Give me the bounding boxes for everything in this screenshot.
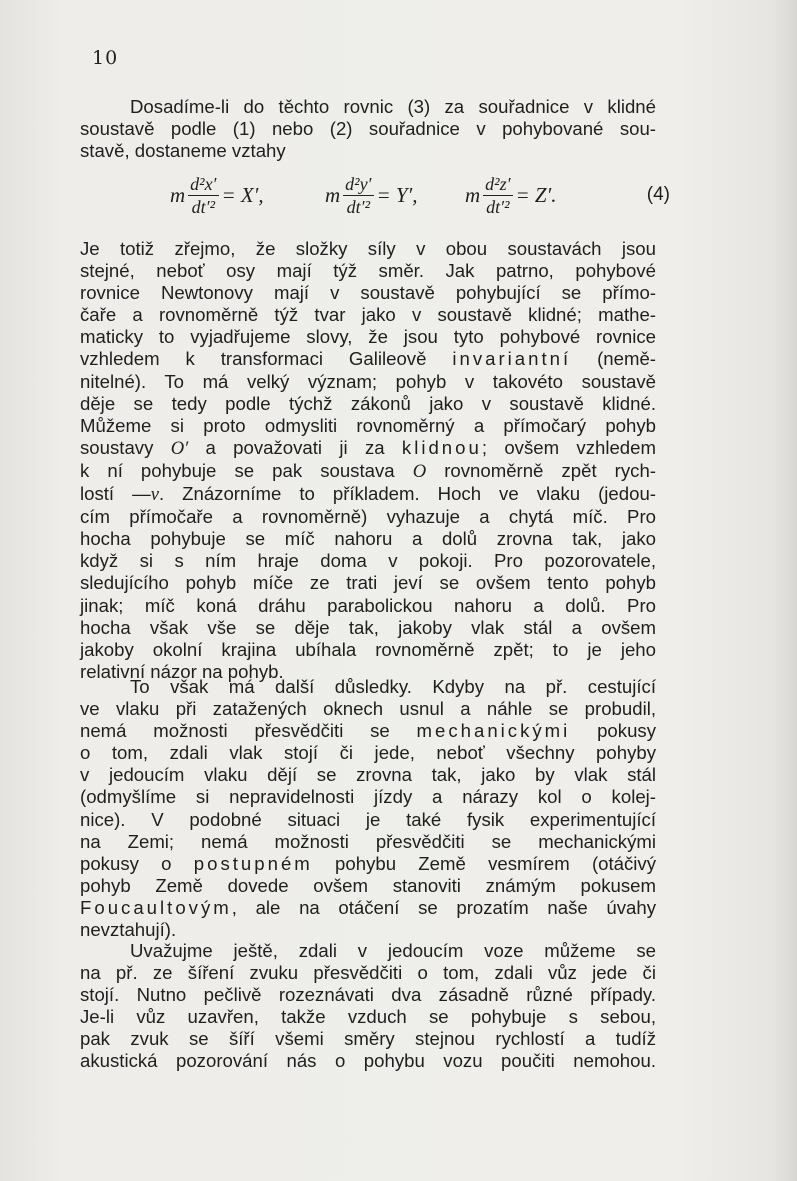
text-line: pak zvuk se šíří všemi směry stejnou rychlostí a tudíž [80,1028,656,1050]
equation-rhs: = Y′, [376,182,418,207]
text-line: jakoby okolní krajina ubíhala rovnoměrně zpět; to je jeho [80,638,656,660]
page-number: 10 [92,47,119,69]
text-line: maticky to vyjadřujeme slovy, že jsou tyto pohybové rovnice [80,326,656,348]
text-line: Je totiž zřejmo, že složky síly v obou soustavách jsou [80,238,656,259]
text-line: když si s ním hraje doma v pokoji. Pro pozorovatele, [80,550,656,572]
text-line: soustavy O′ a považovati ji za klidnou; ovšem vzhledem [80,436,656,459]
text-line: Foucaultovým, ale na otáčení se prozatím naše úvahy [80,896,656,918]
text-line: Uvažujme ještě, zdali v jedoucím voze můžeme se [130,940,656,961]
text-line: hocha pohybuje se míč nahoru a dolů zrovna tak, jako [80,528,656,550]
mass-symbol: m [325,182,341,207]
text-line: k ní pohybuje se pak soustava O rovnoměrně zpět rych- [80,459,656,482]
equation-rhs: = Z′. [515,182,557,207]
text-line: stavě, dostaneme vztahy [80,140,286,162]
text-line: vzhledem k transformaci Galileově invariantní (nemě- [80,348,656,370]
text-line: nice). V podobné situaci je také fysik experimentující [80,808,656,830]
text-line: stejné, neboť osy mají týž směr. Jak patrno, pohybové [80,260,656,282]
text-line: ve vlaku při zatažených oknech usnul a náhle se probudil, [80,698,656,720]
text-line: lostí —v. Znázorníme to příkladem. Hoch ve vlaku (jedou- [80,483,656,506]
text-line: To však má další důsledky. Kdyby na př. cestující [130,676,656,697]
text-line: nevztahují). [80,919,177,941]
equation-label: (4) [646,184,670,205]
fraction [483,173,512,218]
equation-rhs: = X′, [221,182,264,207]
math-symbol: O [412,460,427,482]
text-line: na Zemi; nemá možnosti přesvědčiti se mechanickými [80,830,656,852]
paragraph-2 [80,676,656,941]
fraction-denominator: dt′² [486,196,510,217]
fraction-numerator: d²z′ [485,173,511,194]
fraction [343,173,373,218]
text-line: akustická pozorování nás o pohybu vozu poučiti nemohou. [80,1050,656,1072]
text-line: sledujícího pohyb míče ze trati jeví se ovšem tento pohyb [80,572,656,594]
spaced-emphasis: postupném [193,852,313,874]
text-line: cím přímočaře a rovnoměrně) vyhazuje a chytá míč. Pro [80,506,656,528]
spaced-emphasis: mechanickými [416,720,571,742]
text-line: Dosadíme-li do těchto rovnic (3) za souřadnice v klidné [130,96,656,117]
text-line: čaře a rovnoměrně týž tvar jako v soustavě klidné; mathe- [80,304,656,326]
text-line: pokusy o postupném pohybu Země vesmírem (otáčivý [80,852,657,874]
fraction-denominator: dt′² [346,196,370,217]
paragraph-3 [80,940,656,1073]
text-line: relativní názor na pohyb. [80,660,284,682]
text-line: Je-li vůz uzavřen, takže vzduch se pohybuje s sebou, [80,1006,656,1028]
text-line: rovnice Newtonovy mají v soustavě pohybující se přímo- [80,282,656,304]
mass-symbol: m [465,182,481,207]
fraction [188,173,218,218]
intro-paragraph [80,96,656,162]
text-line: nemá možnosti přesvědčiti se mechanickými pokusy [80,720,657,742]
text-line: děje se tedy podle týchž zákonů jako v soustavě klidné. [80,392,656,414]
mass-symbol: m [170,182,186,207]
text-line: v jedoucím vlaku dějí se zrovna tak, jako by vlak stál [80,764,656,786]
text-line: jinak; míč koná dráhu parabolickou nahoru a dolů. Pro [80,594,656,616]
text-line: na př. ze šíření zvuku přesvědčiti o tom, zdali vůz jede či [80,962,656,984]
fraction-numerator: d²x′ [190,173,217,194]
equation-4 [160,168,670,228]
equation-term-z [465,168,556,222]
text-line: stojí. Nutno pečlivě rozeznávati dva zásadně různé případy. [80,984,656,1006]
equation-term-x [170,168,264,222]
spaced-emphasis: Foucaultovým [80,896,232,918]
paragraph-1 [80,238,656,683]
text-line: pohyb Země dovede ovšem stanoviti známým pokusem [80,874,656,896]
text-line: soustavě podle (1) nebo (2) souřadnice v pohybované sou- [80,118,656,140]
spaced-emphasis: klidnou [401,436,482,458]
math-symbol: O′ [170,437,189,459]
text-line: o tom, zdali vlak stojí či jede, neboť všechny pohyby [80,742,656,764]
text-line: hocha však vše se děje tak, jakoby vlak stál a ovšem [80,616,656,638]
fraction-numerator: d²y′ [345,173,372,194]
text-line: nitelné). To má velký význam; pohyb v takovéto soustavě [80,370,656,392]
math-symbol: v [150,484,159,506]
equation-term-y [325,168,417,222]
spaced-emphasis: invariantní [452,348,572,370]
fraction-denominator: dt′² [191,196,215,217]
text-line: Můžeme si proto odmysliti rovnoměrný a přímočarý pohyb [80,414,656,436]
text-line: (odmyšlíme si nepravidelnosti jízdy a nárazy kol o kolej- [80,786,656,808]
